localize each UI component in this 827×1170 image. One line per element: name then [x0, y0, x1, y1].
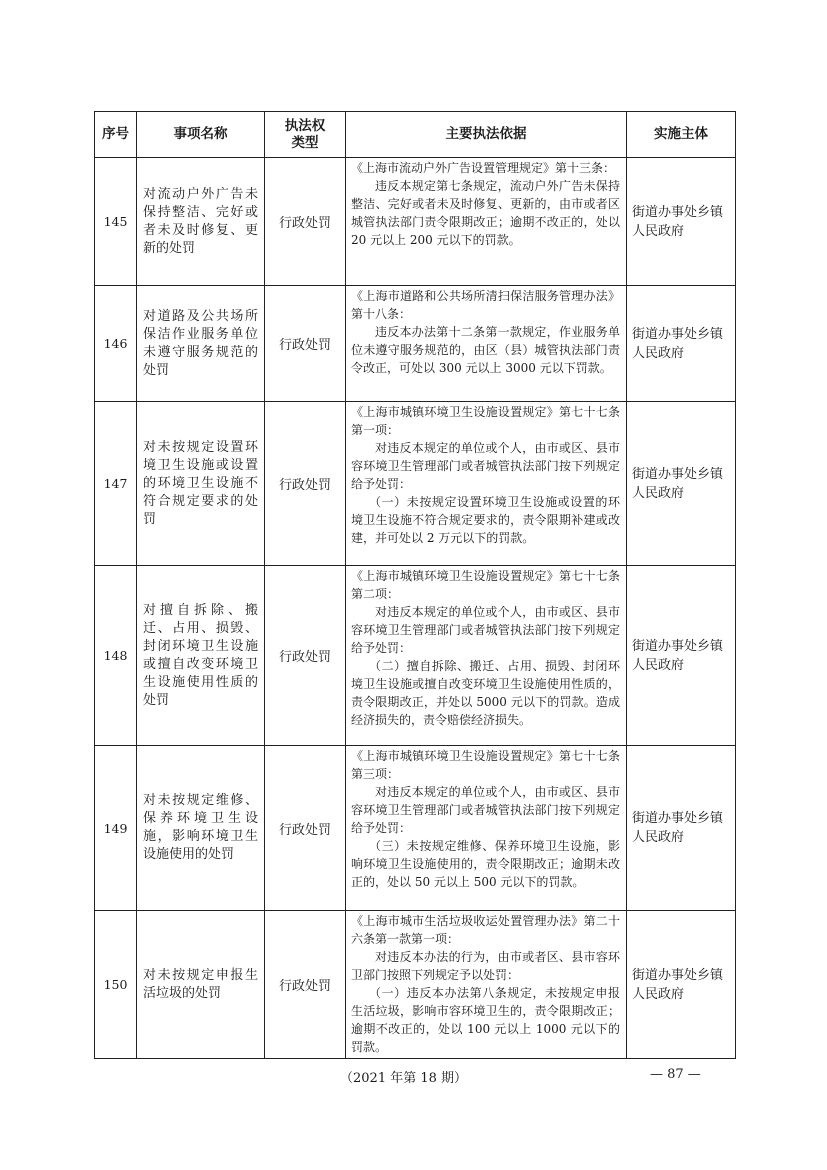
row-legal-basis — [346, 286, 627, 402]
basis-clause: 对违反本规定的单位或个人，由市或区、县市容环境卫生管理部门或者城管执法部门按下列规定给予处罚： — [351, 785, 620, 835]
row-legal-basis — [346, 566, 627, 746]
row-implementer: 街道办事处乡镇人民政府 — [627, 402, 736, 566]
basis-citation: 《上海市道路和公共场所清扫保洁服务管理办法》第十八条： — [351, 289, 620, 321]
basis-citation: 《上海市城市生活垃圾收运处置管理办法》第二十六条第一款第一项： — [351, 914, 620, 946]
basis-item: （三）未按规定维修、保养环境卫生设施，影响环境卫生设施使用的，责令限期改正；逾期未改正的，处以 50 元以上 500 元以下的罚款。 — [351, 839, 620, 889]
row-power-type: 行政处罚 — [265, 746, 346, 911]
header-implementer: 实施主体 — [627, 112, 736, 158]
table-row — [95, 402, 736, 566]
basis-citation: 《上海市城镇环境卫生设施设置规定》第七十七条第一项： — [351, 405, 620, 437]
row-power-type: 行政处罚 — [265, 566, 346, 746]
page-number: — 87 — — [650, 1067, 701, 1082]
row-item-name: 对流动户外广告未保持整洁、完好或者未及时修复、更新的处罚 — [137, 158, 265, 286]
basis-clause: 对违反本办法的行为，由市或者区、县市容环卫部门按照下列规定予以处罚： — [351, 950, 620, 982]
issue-label: （2021 年第 18 期） — [340, 1071, 468, 1086]
enforcement-table — [94, 111, 736, 1059]
row-power-type: 行政处罚 — [265, 911, 346, 1059]
basis-clause: 违反本办法第十二条第一款规定，作业服务单位未遵守服务规范的，由区（县）城管执法部门责令改正，可处以 300 元以上 3000 元以下罚款。 — [351, 325, 620, 375]
row-legal-basis — [346, 402, 627, 566]
header-power-type: 执法权 类型 — [265, 112, 346, 158]
basis-citation: 《上海市流动户外广告设置管理规定》第十三条： — [351, 161, 616, 175]
row-implementer: 街道办事处乡镇人民政府 — [627, 566, 736, 746]
row-power-type: 行政处罚 — [265, 158, 346, 286]
basis-item: （二）擅自拆除、搬迁、占用、损毁、封闭环境卫生设施或擅自改变环境卫生设施使用性质的，责令限期改正，并处以 5000 元以下的罚款。造成经济损失的，责令赔偿经济损失。 — [351, 659, 620, 727]
table-row — [95, 286, 736, 402]
header-legal-basis: 主要执法依据 — [346, 112, 627, 158]
table-row — [95, 566, 736, 746]
row-legal-basis — [346, 746, 627, 911]
header-item-name: 事项名称 — [137, 112, 265, 158]
row-legal-basis — [346, 911, 627, 1059]
row-item-name: 对未按规定申报生活垃圾的处罚 — [137, 911, 265, 1059]
basis-item: （一）违反本办法第八条规定，未按规定申报生活垃圾，影响市容环境卫生的，责令限期改正；逾期不改正的，处以 100 元以上 1000 元以下的罚款。 — [351, 986, 620, 1054]
row-serial: 149 — [95, 746, 137, 911]
row-legal-basis — [346, 158, 627, 286]
row-item-name: 对未按规定维修、保养环境卫生设施，影响环境卫生设施使用的处罚 — [137, 746, 265, 911]
row-serial: 150 — [95, 911, 137, 1059]
table-header-row — [95, 112, 736, 158]
table-row — [95, 158, 736, 286]
row-serial: 148 — [95, 566, 137, 746]
row-item-name: 对未按规定设置环境卫生设施或设置的环境卫生设施不符合规定要求的处罚 — [137, 402, 265, 566]
header-serial: 序号 — [95, 112, 137, 158]
row-implementer: 街道办事处乡镇人民政府 — [627, 158, 736, 286]
row-implementer: 街道办事处乡镇人民政府 — [627, 286, 736, 402]
table-row — [95, 746, 736, 911]
basis-clause: 违反本规定第七条规定，流动户外广告未保持整洁、完好或者未及时修复、更新的，由市或者区城管执法部门责令限期改正；逾期不改正的，处以 20 元以上 200 元以下的罚款。 — [351, 179, 620, 247]
row-power-type: 行政处罚 — [265, 286, 346, 402]
row-implementer: 街道办事处乡镇人民政府 — [627, 911, 736, 1059]
row-implementer: 街道办事处乡镇人民政府 — [627, 746, 736, 911]
basis-clause: 对违反本规定的单位或个人，由市或区、县市容环境卫生管理部门或者城管执法部门按下列规定给予处罚： — [351, 605, 620, 655]
basis-clause: 对违反本规定的单位或个人，由市或区、县市容环境卫生管理部门或者城管执法部门按下列规定给予处罚： — [351, 441, 620, 491]
row-item-name: 对擅自拆除、搬迁、占用、损毁、封闭环境卫生设施或擅自改变环境卫生设施使用性质的处罚 — [137, 566, 265, 746]
basis-citation: 《上海市城镇环境卫生设施设置规定》第七十七条第二项： — [351, 569, 620, 601]
basis-citation: 《上海市城镇环境卫生设施设置规定》第七十七条第三项： — [351, 749, 620, 781]
row-serial: 145 — [95, 158, 137, 286]
basis-item: （一）未按规定设置环境卫生设施或设置的环境卫生设施不符合规定要求的，责令限期补建或改建，并可处以 2 万元以下的罚款。 — [351, 495, 620, 545]
row-item-name: 对道路及公共场所保洁作业服务单位未遵守服务规范的处罚 — [137, 286, 265, 402]
row-serial: 146 — [95, 286, 137, 402]
row-power-type: 行政处罚 — [265, 402, 346, 566]
row-serial: 147 — [95, 402, 137, 566]
table-row — [95, 911, 736, 1059]
